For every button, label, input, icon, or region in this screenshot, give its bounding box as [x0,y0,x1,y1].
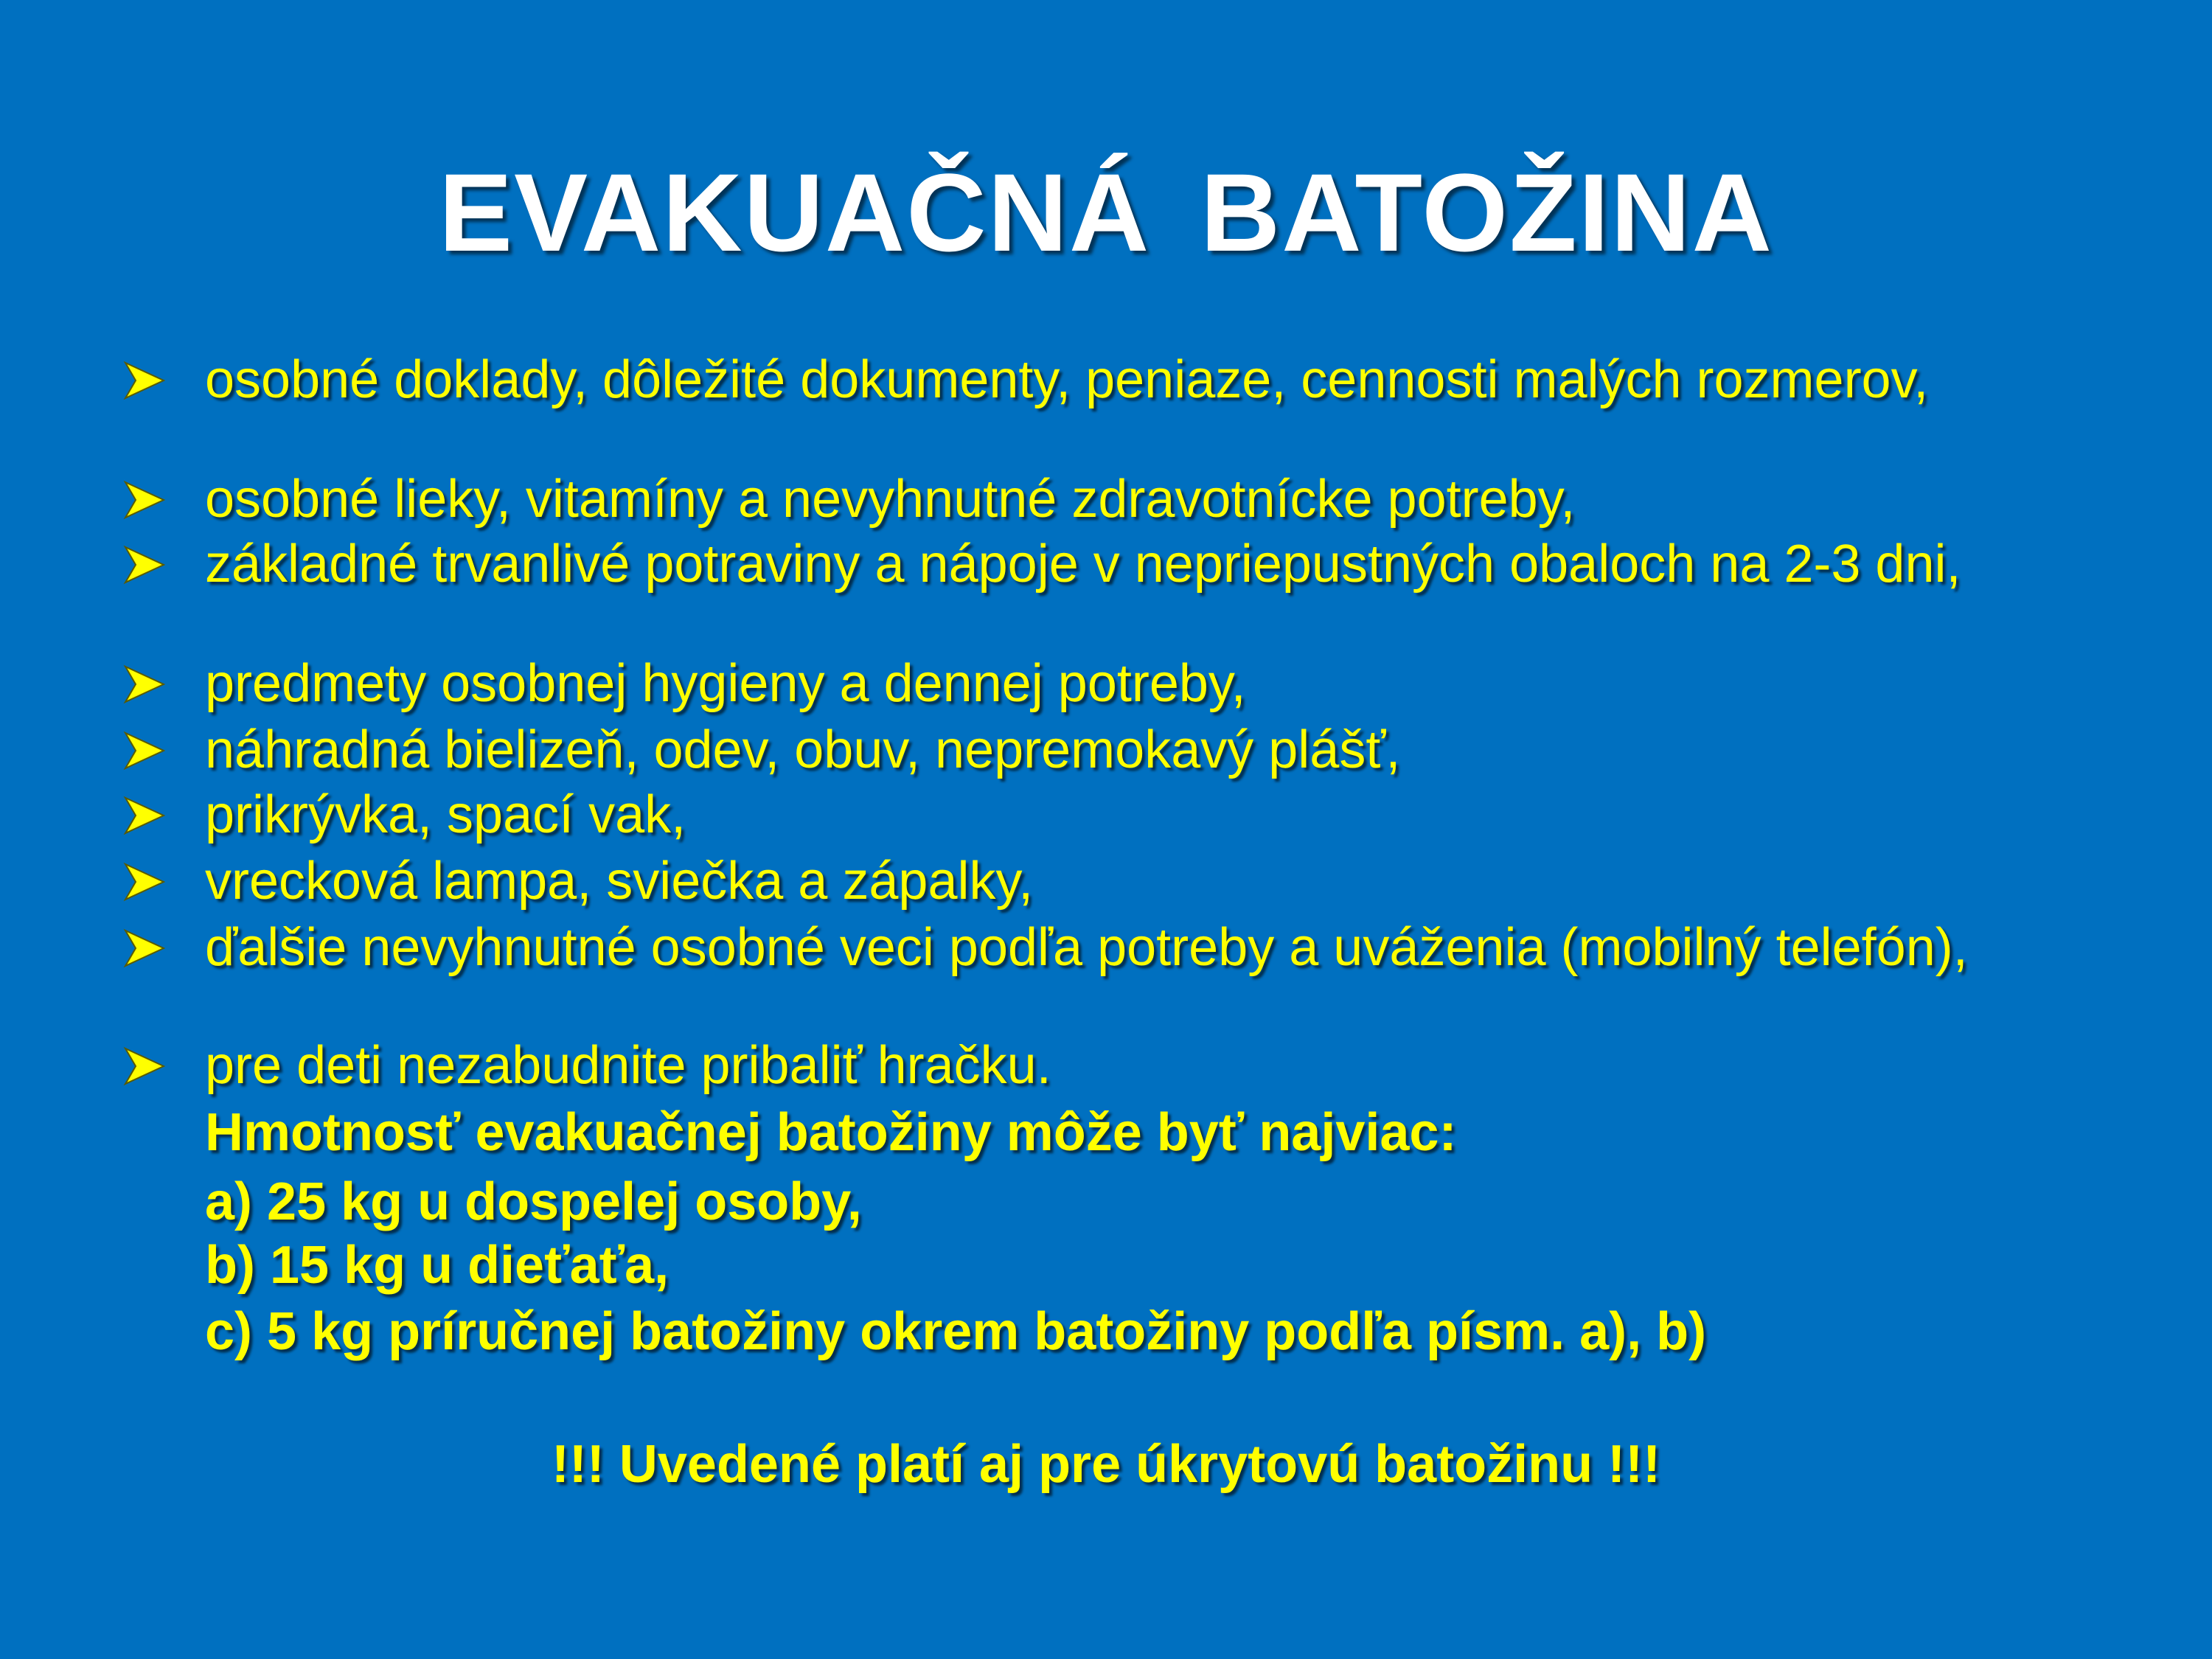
list-item-text: osobné doklady, dôležité dokumenty, peniaze, cennosti malých rozmerov, [205,350,1929,409]
arrowhead-bullet-icon [122,730,165,771]
arrowhead-bullet-icon [122,795,165,836]
list-item-text: základné trvanlivé potraviny a nápoje v nepriepustných obaloch na 2-3 dni, [205,535,1961,594]
list-item-text: pre deti nezabudnite pribaliť hračku. [205,1036,1051,1095]
arrowhead-bullet-icon [122,360,165,401]
arrowhead-bullet-icon [122,861,165,902]
shelter-luggage-note: !!! Uvedené platí aj pre úkrytovú batožinu !!! [551,1435,1661,1494]
arrowhead-bullet-icon [122,928,165,969]
arrowhead-bullet-icon [122,664,165,705]
list-item-text: osobné lieky, vitamíny a nevyhnutné zdravotnícke potreby, [205,470,1576,529]
arrowhead-bullet-icon [122,479,165,521]
arrowhead-bullet-icon [122,1046,165,1087]
list-item-text: vrecková lampa, sviečka a zápalky, [205,852,1034,911]
list-item-text: ďalšie nevyhnutné osobné veci podľa potreby a uváženia (mobilný telefón), [205,918,1968,977]
list-item-text: prikrývka, spací vak, [205,785,686,844]
arrowhead-bullet-icon [122,544,165,585]
weight-heading: Hmotnosť evakuačnej batožiny môže byť najviac: [205,1103,1457,1162]
weight-item-adult: a) 25 kg u dospelej osoby, [205,1172,862,1231]
weight-item-hand-luggage: c) 5 kg príručnej batožiny okrem batožiny podľa písm. a), b) [205,1302,1707,1361]
list-item-text: náhradná bielizeň, odev, obuv, nepremokavý plášť, [205,720,1401,779]
weight-item-child: b) 15 kg u dieťaťa, [205,1236,669,1295]
slide-title: EVAKUAČNÁ BATOŽINA [439,150,1773,274]
list-item-text: predmety osobnej hygieny a dennej potreby, [205,654,1246,713]
